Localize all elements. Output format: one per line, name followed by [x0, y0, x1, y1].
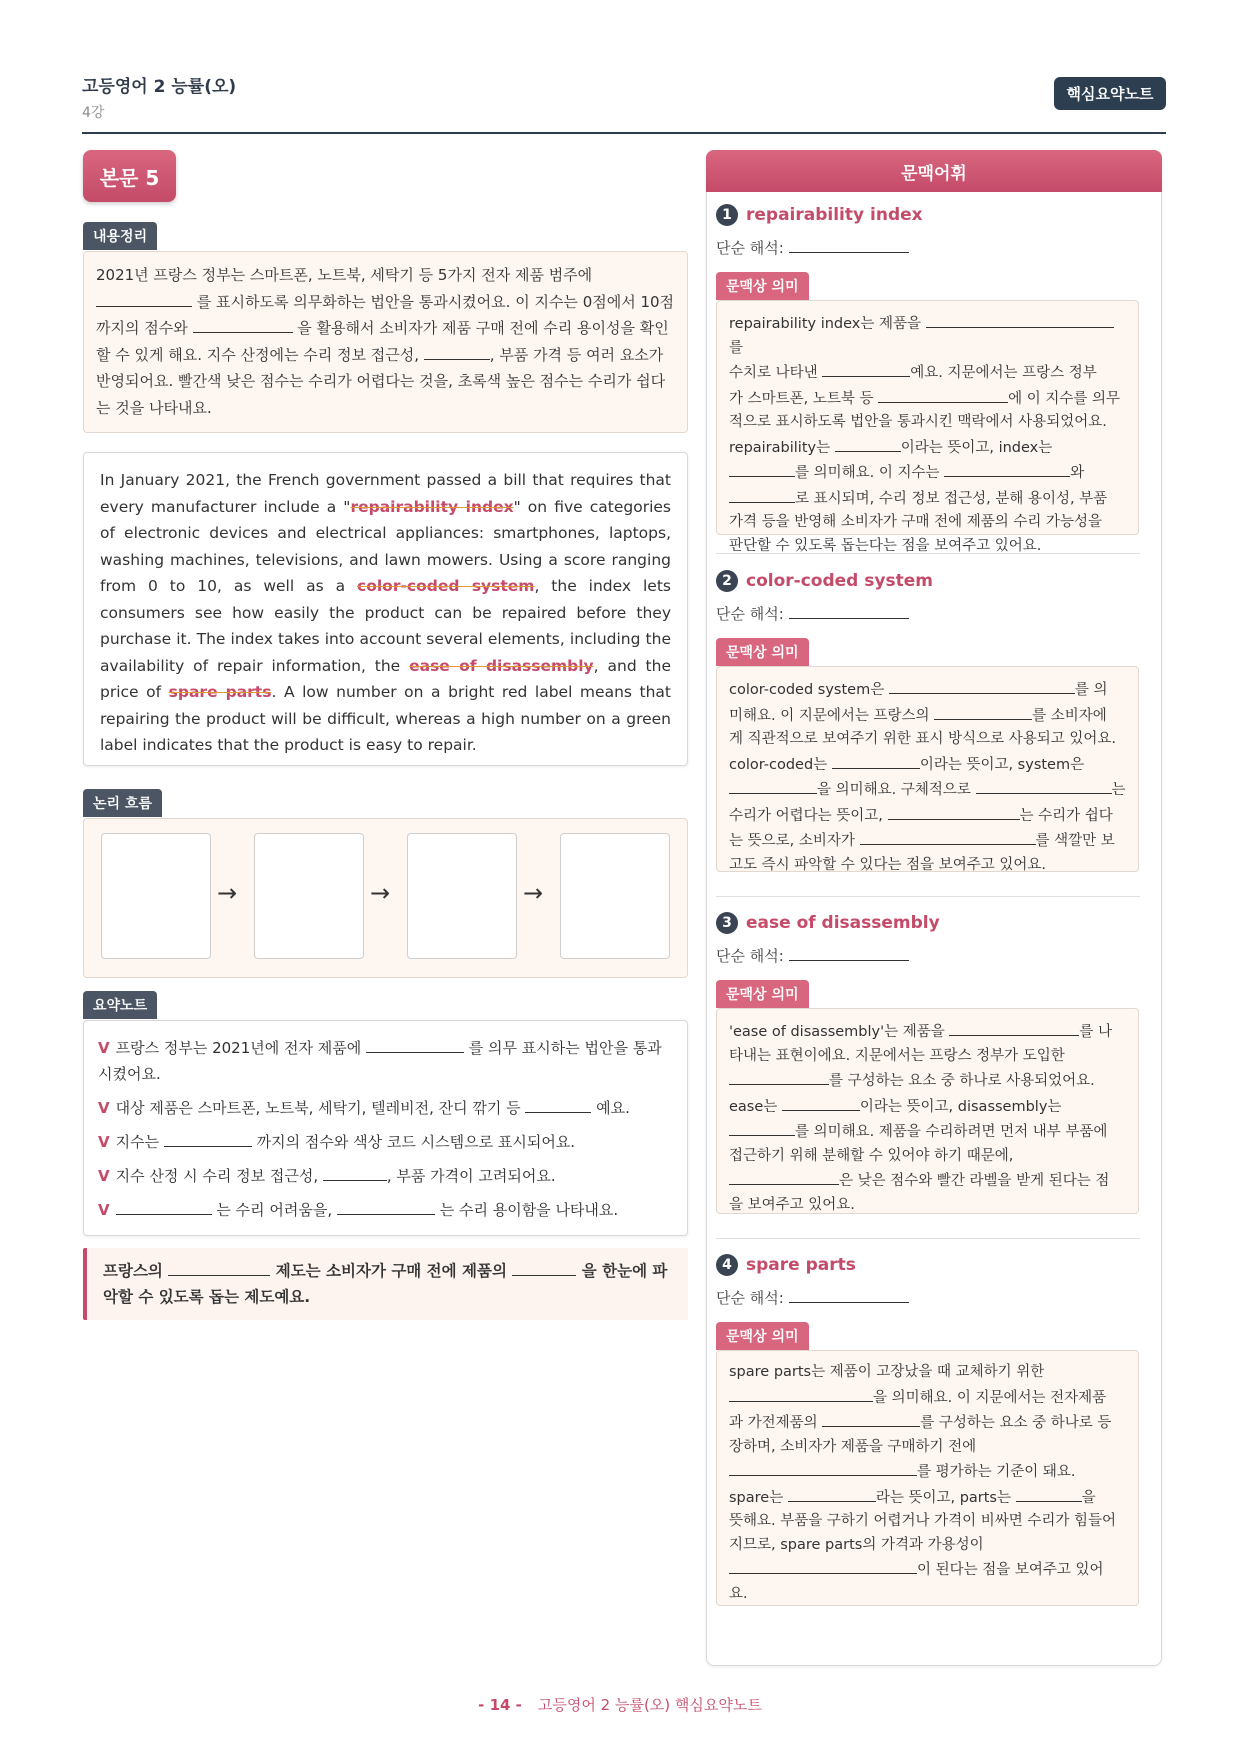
- arrow-right-icon: →: [523, 879, 544, 907]
- content-summary-tag: 내용정리: [83, 222, 157, 250]
- summary-line: V 지수 산정 시 수리 정보 접근성, , 부품 가격이 고려되어요.: [98, 1163, 673, 1189]
- logic-flow-box: [83, 818, 688, 978]
- vocab-item-1: [716, 204, 1156, 554]
- interpretation-blank[interactable]: [789, 602, 909, 619]
- english-passage-box: [83, 452, 688, 766]
- interpretation-label: 단순 해석:: [716, 1289, 784, 1307]
- section-label: 본문 5: [83, 150, 176, 202]
- context-vocab-header: 문맥어휘: [706, 150, 1162, 192]
- vocab-term: spare parts: [746, 1255, 856, 1275]
- context-meaning-tag: 문맥상 의미: [716, 1322, 809, 1350]
- header-divider: [82, 132, 1166, 134]
- page-number: - 14 -: [478, 1696, 522, 1714]
- item-divider: [716, 1238, 1140, 1239]
- highlight-term: spare parts: [168, 683, 272, 701]
- vocab-term: repairability index: [746, 205, 923, 225]
- english-passage-text: In January 2021, the French government passed a bill that requires that every manufacturer include a "repairability index" on five categories of electronic devices and electrical appliances: smartphones, laptops, washing machines, televisions, and lawn mowers. Using a score ranging from 0 to 10, as well as a color-coded system, the index lets consumers see how easily the product can be repaired before they purchase it. The index takes into account several elements, including the availability of repair information, the ease of disassembly, and the price of spare parts. A low number on a bright red label means that repairing the product will be difficult, whereas a high number on a green label indicates that the product is easy to repair.: [100, 471, 672, 754]
- interpretation-blank[interactable]: [789, 236, 909, 253]
- interpretation-blank[interactable]: [789, 944, 909, 961]
- flow-step-1[interactable]: [101, 833, 211, 959]
- content-summary-box: [83, 251, 688, 433]
- content-summary-section: [83, 222, 157, 250]
- item-number: 2: [716, 570, 738, 592]
- highlight-term: repairability index: [350, 497, 514, 516]
- flow-step-3[interactable]: [407, 833, 517, 959]
- summary-line: V 는 수리 어려움을, 는 수리 용이함을 나타내요.: [98, 1197, 673, 1223]
- interpretation-label: 단순 해석:: [716, 239, 784, 257]
- item-number: 4: [716, 1254, 738, 1276]
- logic-flow-section: [83, 789, 162, 817]
- vocab-item-3: [716, 912, 1156, 1214]
- item-divider: [716, 553, 1140, 554]
- context-meaning-box: spare parts는 제품이 고장났을 때 교체하기 위한 을 의미해요. 이 지문에서는 전자제품 과 가전제품의 를 구성하는 요소 중 하나로 등 장하며, 소비자가 제품을 구매하기 전에 를 평가하는 기준이 돼요. spare는 라는 뜻이고, parts는 을 뜻해요. 부품을 구하기 어렵거나 가격이 비싸면 수리가 힘들어 지므로, spare parts의 가격과 가용성이 이 된다는 점을 보여주고 있어 요.: [716, 1350, 1139, 1606]
- flow-step-4[interactable]: [560, 833, 670, 959]
- summary-note-tag: 요약노트: [83, 991, 157, 1019]
- flow-step-2[interactable]: [254, 833, 364, 959]
- arrow-right-icon: →: [217, 879, 238, 907]
- highlight-term: color-coded system: [357, 577, 535, 595]
- interpretation-blank[interactable]: [789, 1286, 909, 1303]
- summary-line: V 프랑스 정부는 2021년에 전자 제품에 를 의무 표시하는 법안을 통과시켰어요.: [98, 1035, 673, 1087]
- document-title: 고등영어 2 능률(오): [82, 77, 237, 97]
- vocab-item-2: [716, 570, 1156, 872]
- item-divider: [716, 896, 1140, 897]
- vocab-term: color-coded system: [746, 571, 933, 591]
- context-meaning-tag: 문맥상 의미: [716, 638, 809, 666]
- content-summary-text: 2021년 프랑스 정부는 스마트폰, 노트북, 세탁기 등 5가지 전자 제품 범주에 를 표시하도록 의무화하는 법안을 통과시켰어요. 이 지수는 0점에서 10점까지의 점수와 을 활용해서 소비자가 제품 구매 전에 수리 용이성을 확인할 수 있게 해요. 지수 산정에는 수리 정보 접근성, , 부품 가격 등 여러 요소가 반영되어요. 빨간색 낮은 점수는 수리가 어렵다는 것을, 초록색 높은 점수는 수리가 쉽다는 것을 나타내요.: [96, 266, 675, 417]
- page-footer: [0, 1694, 1240, 1715]
- interpretation-label: 단순 해석:: [716, 605, 784, 623]
- conclusion-box: 프랑스의 제도는 소비자가 구매 전에 제품의 을 한눈에 파악할 수 있도록 돕는 제도예요.: [83, 1248, 688, 1320]
- summary-line: V 대상 제품은 스마트폰, 노트북, 세탁기, 텔레비전, 잔디 깎기 등 예요.: [98, 1095, 673, 1121]
- context-meaning-box: color-coded system은 를 의 미해요. 이 지문에서는 프랑스의 를 소비자에 게 직관적으로 보여주기 위한 표시 방식으로 사용되고 있어요. color-coded는 이라는 뜻이고, system은 을 의미해요. 구체적으로 는 수리가 어렵다는 뜻이고, 는 수리가 쉽다 는 뜻으로, 소비자가 를 색깔만 보 고도 즉시 파악할 수 있다는 점을 보여주고 있어요.: [716, 666, 1139, 872]
- highlight-term: ease of disassembly: [409, 656, 594, 675]
- summary-line: V 지수는 까지의 점수와 색상 코드 시스템으로 표시되어요.: [98, 1129, 673, 1155]
- context-meaning-box: repairability index는 제품을 를 수치로 나타낸 예요. 지문에서는 프랑스 정부 가 스마트폰, 노트북 등 에 이 지수를 의무 적으로 표시하도록 법안을 통과시킨 맥락에서 사용되었어요. repairability는 이라는 뜻이고, index는 를 의미해요. 이 지수는 와 로 표시되며, 수리 정보 접근성, 분해 용이성, 부품 가격 등을 반영해 소비자가 구매 전에 제품의 수리 가능성을 판단할 수 있도록 돕는다는 점을 보여주고 있어요.: [716, 300, 1139, 535]
- summary-note-section: [83, 991, 157, 1019]
- interpretation-label: 단순 해석:: [716, 947, 784, 965]
- item-number: 1: [716, 204, 738, 226]
- arrow-right-icon: →: [370, 879, 391, 907]
- context-meaning-box: 'ease of disassembly'는 제품을 를 나 타내는 표현이에요. 지문에서는 프랑스 정부가 도입한 를 구성하는 요소 중 하나로 사용되었어요. ease는 이라는 뜻이고, disassembly는 를 의미해요. 제품을 수리하려면 먼저 내부 부품에 접근하기 위해 분해할 수 있어야 하기 때문에, 은 낮은 점수와 빨간 라벨을 받게 된다는 점 을 보여주고 있어요.: [716, 1008, 1139, 1214]
- footer-title: 고등영어 2 능률(오) 핵심요약노트: [537, 1696, 762, 1714]
- summary-note-box: [83, 1020, 688, 1236]
- vocab-item-4: [716, 1254, 1156, 1606]
- item-number: 3: [716, 912, 738, 934]
- lesson-label: 4강: [82, 105, 105, 121]
- logic-flow-tag: 논리 흐름: [83, 789, 162, 817]
- context-meaning-tag: 문맥상 의미: [716, 272, 809, 300]
- context-meaning-tag: 문맥상 의미: [716, 980, 809, 1008]
- note-type-badge: 핵심요약노트: [1054, 77, 1166, 110]
- vocab-term: ease of disassembly: [746, 913, 940, 933]
